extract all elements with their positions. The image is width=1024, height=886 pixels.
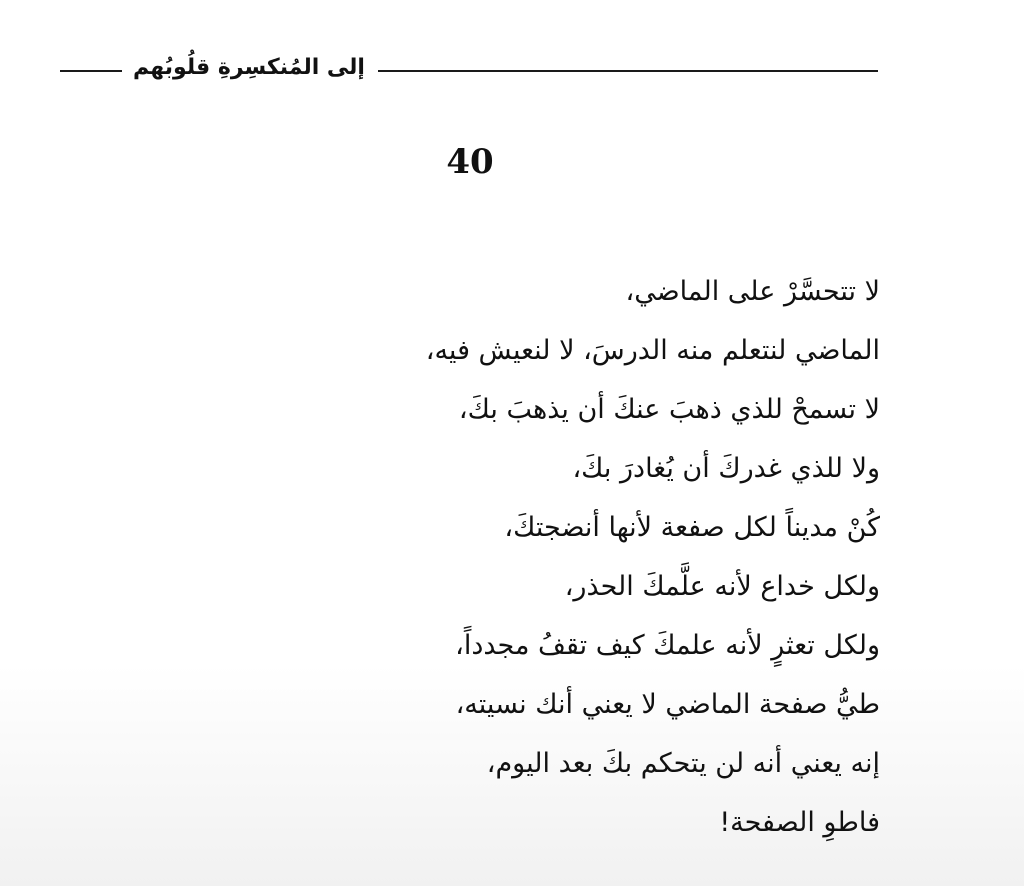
poem-line: فاطوِ الصفحة! — [719, 807, 880, 838]
book-title: إلى المُنكسِرةِ قلُوبُهم — [133, 55, 365, 80]
running-header — [60, 48, 878, 88]
header-rule-left — [60, 70, 122, 72]
page-number: 40 — [446, 142, 494, 182]
header-rule-right — [378, 70, 878, 72]
poem-body — [260, 262, 880, 852]
poem-line: ولكل تعثرٍ لأنه علمكَ كيف تقفُ مجدداً، — [455, 630, 880, 661]
poem-line: لا تسمحْ للذي ذهبَ عنكَ أن يذهبَ بكَ، — [458, 394, 880, 425]
poem-line: الماضي لنتعلم منه الدرسَ، لا لنعيش فيه، — [425, 335, 880, 366]
poem-line: طيُّ صفحة الماضي لا يعني أنك نسيته، — [455, 689, 880, 720]
poem-line: كُنْ مديناً لكل صفعة لأنها أنضجتكَ، — [504, 512, 880, 543]
poem-line: ولا للذي غدركَ أن يُغادرَ بكَ، — [572, 453, 880, 484]
poem-line: ولكل خداع لأنه علَّمكَ الحذر، — [564, 571, 880, 602]
poem-line: إنه يعني أنه لن يتحكم بكَ بعد اليوم، — [486, 748, 880, 779]
poem-line: لا تتحسَّرْ على الماضي، — [625, 276, 880, 307]
